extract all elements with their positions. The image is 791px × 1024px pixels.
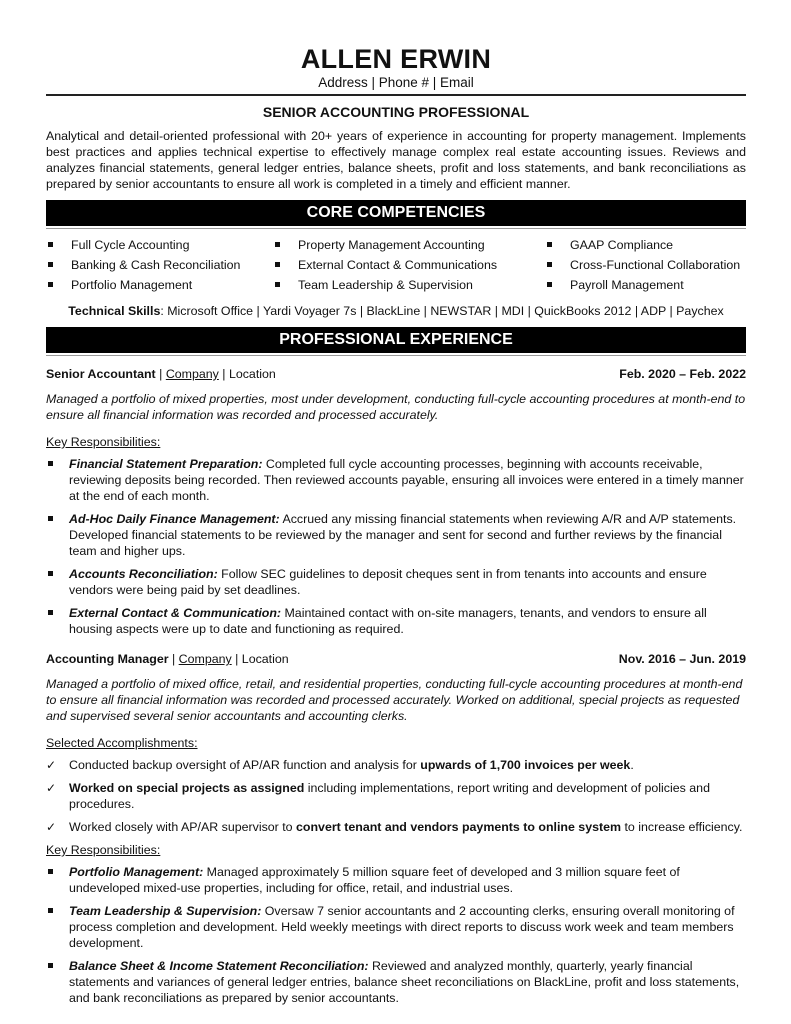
- job-company: Company: [178, 652, 232, 666]
- job-location: Location: [241, 652, 289, 666]
- job-description: Managed a portfolio of mixed office, retail, and residential properties, conducting full-cycle accounting procedures at month-end to ensure all financial information was recorded and processed accurately. Worked on additional, special projects as requested and supervised several senior accountants and accounting clerks.: [46, 677, 743, 723]
- list-item: Banking & Cash Reconciliation: [48, 257, 240, 277]
- list-item: Team Leadership & Supervision: Oversaw 7 senior accountants and 2 accounting clerks, ensuring overall monitoring of process completion and development. Held weekly meetings with direct reports to discuss work week and team members development.: [46, 903, 746, 951]
- square-bullet-icon: [275, 262, 280, 267]
- accomplishments-list: [46, 757, 746, 835]
- list-item: ✓ Worked closely with AP/AR supervisor to convert tenant and vendors payments to online system to increase efficiency.: [46, 820, 743, 834]
- technical-skills-list: : Microsoft Office | Yardi Voyager 7s | BlackLine | NEWSTAR | MDI | QuickBooks 2012 | ADP | Paychex: [160, 304, 724, 318]
- list-item: Financial Statement Preparation: Completed full cycle accounting processes, beginning with accounts receivable, reviewing deposits being recorded. Then reviewed accounts payable, ensuring all invoices were entered in a timely manner at the end of each month.: [46, 456, 746, 504]
- square-bullet-icon: [48, 869, 53, 874]
- square-bullet-icon: [275, 242, 280, 247]
- list-item: External Contact & Communications: [275, 257, 497, 277]
- list-item: Accounts Reconciliation: Follow SEC guidelines to deposit cheques sent in from tenants into accounts and ensure vendors were being paid by set deadlines.: [46, 566, 746, 598]
- key-responsibilities-heading: Key Responsibilities:: [46, 435, 161, 449]
- job-header: [46, 651, 746, 667]
- competencies-column-1: [48, 237, 240, 297]
- competencies-column-3: [547, 237, 740, 297]
- list-item: Balance Sheet & Income Statement Reconciliation: Reviewed and analyzed monthly, quarterly, yearly financial statements and variances of general ledger entries, balance sheet reconciliations on BlackLine, profit and loss statements, and bank reconciliations as prepared by senior accountants.: [46, 958, 746, 1006]
- selected-accomplishments-heading: Selected Accomplishments:: [46, 736, 198, 750]
- square-bullet-icon: [48, 461, 53, 466]
- technical-skills: [46, 303, 746, 319]
- list-item: Property Management Accounting: [275, 237, 497, 257]
- technical-skills-label: Technical Skills: [68, 304, 161, 318]
- job-company: Company: [165, 367, 219, 381]
- list-item: GAAP Compliance: [547, 237, 740, 257]
- section-title: CORE COMPETENCIES: [306, 204, 486, 221]
- list-item: ✓ Conducted backup oversight of AP/AR function and analysis for upwards of 1,700 invoices per week.: [46, 758, 634, 772]
- section-underline: [46, 228, 746, 229]
- list-item: Team Leadership & Supervision: [275, 277, 497, 297]
- job-title: Senior Accountant: [46, 367, 156, 381]
- list-item: Cross-Functional Collaboration: [547, 257, 740, 277]
- square-bullet-icon: [48, 571, 53, 576]
- square-bullet-icon: [547, 282, 552, 287]
- job-header: [46, 366, 746, 382]
- section-bar-professional-experience: [46, 327, 746, 353]
- job-title: Accounting Manager: [46, 652, 169, 666]
- job-location: Location: [228, 367, 276, 381]
- square-bullet-icon: [48, 908, 53, 913]
- header-divider: [46, 94, 746, 96]
- list-item: Full Cycle Accounting: [48, 237, 240, 257]
- list-item: Portfolio Management: Managed approximately 5 million square feet of developed and 3 million square feet of undeveloped mixed-use properties, including for office, retail, and industrial uses.: [46, 864, 746, 896]
- list-item: Payroll Management: [547, 277, 740, 297]
- professional-headline: SENIOR ACCOUNTING PROFESSIONAL: [262, 104, 530, 120]
- checkmark-icon: ✓: [46, 781, 57, 795]
- square-bullet-icon: [48, 282, 53, 287]
- square-bullet-icon: [48, 516, 53, 521]
- checkmark-icon: ✓: [46, 820, 57, 834]
- section-title: PROFESSIONAL EXPERIENCE: [279, 331, 513, 348]
- square-bullet-icon: [547, 262, 552, 267]
- job-dates: Nov. 2016 – Jun. 2019: [618, 652, 746, 666]
- job-dates: Feb. 2020 – Feb. 2022: [619, 367, 746, 381]
- job-title-line: Accounting Manager | Company | Location: [46, 652, 289, 666]
- list-item: ✓ Worked on special projects as assigned including implementations, report writing and development of policies and procedures.: [46, 781, 710, 811]
- contact-line: Address | Phone # | Email: [318, 75, 474, 90]
- job-title-line: Senior Accountant | Company | Location: [46, 367, 276, 381]
- list-item: External Contact & Communication: Maintained contact with on-site managers, tenants, and vendors to ensure all housing aspects were up to date and functioning as required.: [46, 605, 746, 637]
- key-responsibilities-heading: Key Responsibilities:: [46, 843, 161, 857]
- section-bar-core-competencies: [46, 200, 746, 226]
- responsibilities-list: [46, 864, 746, 1006]
- summary-paragraph: Analytical and detail-oriented professional with 20+ years of experience in accounting for property management. Implements best practices and applies technical expertise to effectively manage complex real estate accounting issues. Reviews and analyzes financial statements, general ledger entries, balance sheets, profit and loss statements, and bank reconciliations as prepared by senior accountants to ensure all work is completed in a timely and efficient manner.: [46, 129, 746, 191]
- section-underline: [46, 355, 746, 356]
- candidate-name: ALLEN ERWIN: [300, 44, 492, 74]
- list-item: Portfolio Management: [48, 277, 240, 297]
- competencies-column-2: [275, 237, 497, 297]
- job-description: Managed a portfolio of mixed properties, most under development, conducting full-cycle accounting procedures at month-end to ensure all financial information was recorded and processed accurately.: [46, 392, 746, 422]
- list-item: Ad-Hoc Daily Finance Management: Accrued any missing financial statements when reviewing A/R and A/P statements. Developed financial statements to be reviewed by the manager and sent for second and further reviews by the financial team and higher ups.: [46, 511, 746, 559]
- square-bullet-icon: [547, 242, 552, 247]
- square-bullet-icon: [48, 610, 53, 615]
- square-bullet-icon: [48, 963, 53, 968]
- resume-page: [46, 44, 746, 1013]
- checkmark-icon: ✓: [46, 758, 57, 772]
- square-bullet-icon: [48, 262, 53, 267]
- square-bullet-icon: [48, 242, 53, 247]
- square-bullet-icon: [275, 282, 280, 287]
- responsibilities-list: [46, 456, 746, 637]
- competencies-grid: [46, 237, 746, 297]
